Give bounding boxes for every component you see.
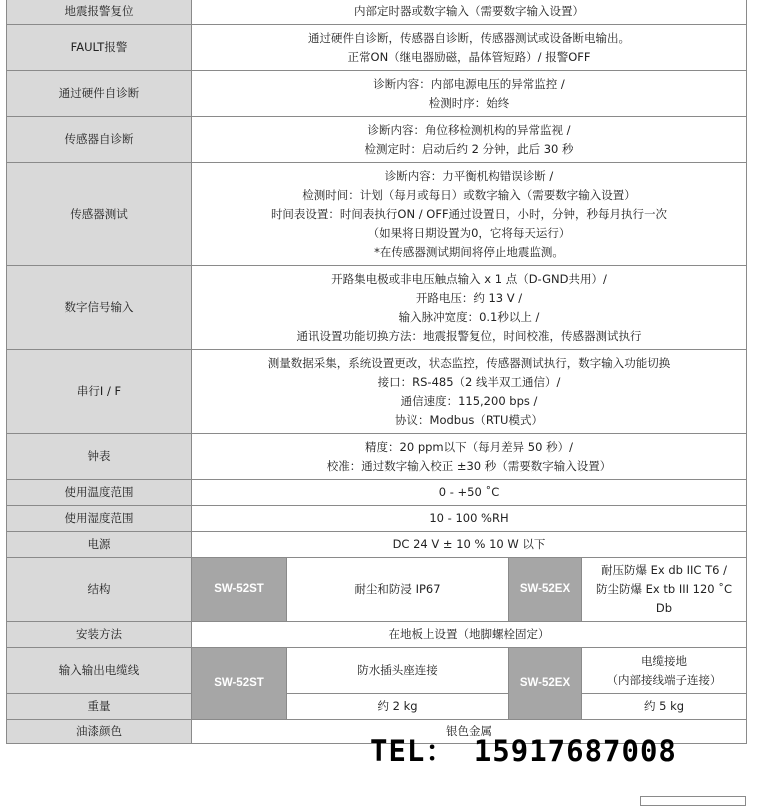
table-row — [7, 266, 747, 350]
row-label: 重量 — [7, 694, 192, 720]
cell-line: 检测定时：启动后约 2 分钟，此后 30 秒 — [364, 141, 574, 156]
cell-line: 精度：20 ppm以下（每月差异 50 秒）/ — [365, 439, 573, 454]
cell-line: （内部接线端子连接） — [606, 672, 722, 687]
contact-phone: TEL： 15917687008 — [370, 734, 677, 768]
cell-line: 诊断内容：角位移检测机构的异常监视 / — [367, 122, 571, 137]
table-row-structure — [7, 558, 747, 622]
cell-line: 防尘防爆 Ex tb III 120 ˚C — [595, 582, 733, 596]
row-label: 使用湿度范围 — [7, 506, 192, 532]
table-row — [7, 117, 747, 163]
row-value — [192, 350, 747, 434]
row-value — [192, 0, 747, 25]
cell-line: （如果将日期设置为0，它将每天运行） — [367, 225, 571, 240]
row-value — [192, 266, 747, 350]
cell-line: 内部定时器或数字输入（需要数字输入设置） — [354, 4, 584, 18]
row-value — [192, 434, 747, 480]
row-value — [192, 25, 747, 71]
cell-line: 通信速度：115,200 bps / — [400, 393, 538, 408]
cell-line: 0 - +50 ˚C — [438, 485, 500, 499]
row-value: 在地板上设置（地脚螺栓固定） — [192, 622, 747, 648]
row-value — [192, 532, 747, 558]
structure-st-value: 耐尘和防浸 IP67 — [287, 558, 509, 622]
row-value — [192, 506, 747, 532]
row-label: 输入输出电缆线 — [7, 648, 192, 694]
cell-line: DC 24 V ± 10 % 10 W 以下 — [392, 537, 546, 551]
row-value: 银色金属 — [192, 720, 747, 744]
cell-line: 正常ON（继电器励磁，晶体管短路）/ 报警OFF — [347, 49, 591, 64]
row-label: 电源 — [7, 532, 192, 558]
row-label: 地震报警复位 — [7, 0, 192, 25]
cell-line: 校准：通过数字输入校正 ±30 秒（需要数字输入设置） — [326, 458, 612, 473]
table-row — [7, 480, 747, 506]
row-label: 结构 — [7, 558, 192, 622]
row-label: 通过硬件自诊断 — [7, 71, 192, 117]
table-row — [7, 532, 747, 558]
cable-ex-value — [582, 648, 747, 694]
cell-line: 诊断内容：内部电源电压的异常监控 / — [373, 76, 565, 91]
row-value — [192, 163, 747, 266]
weight-st-value: 约 2 kg — [287, 694, 509, 720]
corner-frame — [640, 796, 746, 806]
model-tag-sw52ex: SW-52EX — [509, 558, 582, 622]
row-value — [192, 71, 747, 117]
row-label: 传感器自诊断 — [7, 117, 192, 163]
row-label: 使用温度范围 — [7, 480, 192, 506]
cell-line: 通过硬件自诊断，传感器自诊断，传感器测试或设备断电输出。 — [308, 30, 630, 45]
cell-line: 检测时序：始终 — [428, 95, 510, 110]
table-row-cable — [7, 648, 747, 694]
spec-table-body — [7, 0, 747, 744]
spec-table — [6, 0, 747, 744]
cell-line: *在传感器测试期间将停止地震监测。 — [374, 244, 564, 259]
cell-line: 通讯设置功能切换方法：地震报警复位，时间校准，传感器测试执行 — [296, 328, 642, 343]
cell-line: 检测时间：计划（每月或每日）或数字输入（需要数字输入设置） — [302, 187, 636, 202]
cell-line: 协议：Modbus（RTU模式） — [395, 412, 543, 427]
cell-line: 开路集电极或非电压触点输入 x 1 点（D-GND共用）/ — [331, 271, 607, 286]
cell-line: 开路电压：约 13 V / — [415, 290, 523, 305]
cell-line: Db — [655, 601, 673, 615]
cell-line: 10 - 100 %RH — [429, 511, 509, 525]
table-row — [7, 506, 747, 532]
table-row — [7, 71, 747, 117]
row-label: 油漆颜色 — [7, 720, 192, 744]
table-row — [7, 350, 747, 434]
table-row — [7, 0, 747, 25]
row-value — [192, 480, 747, 506]
model-tag-sw52st: SW-52ST — [192, 648, 287, 720]
cell-line: 接口：RS-485（2 线半双工通信）/ — [377, 374, 561, 389]
weight-ex-value: 约 5 kg — [582, 694, 747, 720]
cell-line: 电缆接地 — [641, 653, 687, 668]
row-label: 安装方法 — [7, 622, 192, 648]
row-label: FAULT报警 — [7, 25, 192, 71]
table-row — [7, 434, 747, 480]
row-label: 串行I / F — [7, 350, 192, 434]
row-label: 传感器测试 — [7, 163, 192, 266]
model-tag-sw52ex: SW-52EX — [509, 648, 582, 720]
table-row-weight — [7, 694, 747, 720]
cable-st-value: 防水插头座连接 — [287, 648, 509, 694]
table-row — [7, 25, 747, 71]
cell-line: 诊断内容：力平衡机构错误诊断 / — [384, 168, 554, 183]
row-label: 数字信号输入 — [7, 266, 192, 350]
table-row-install — [7, 622, 747, 648]
cell-line: 测量数据采集，系统设置更改，状态监控，传感器测试执行，数字输入功能切换 — [267, 355, 671, 370]
table-row — [7, 163, 747, 266]
cell-line: 时间表设置：时间表执行ON / OFF通过设置日，小时，分钟，秒每月执行一次 — [270, 206, 668, 221]
model-tag-sw52st: SW-52ST — [192, 558, 287, 622]
cell-line: 耐压防爆 Ex db IIC T6 / — [601, 563, 727, 577]
row-label: 钟表 — [7, 434, 192, 480]
structure-ex-value — [582, 558, 747, 622]
cell-line: 输入脉冲宽度：0.1秒以上 / — [398, 309, 540, 324]
row-value — [192, 117, 747, 163]
